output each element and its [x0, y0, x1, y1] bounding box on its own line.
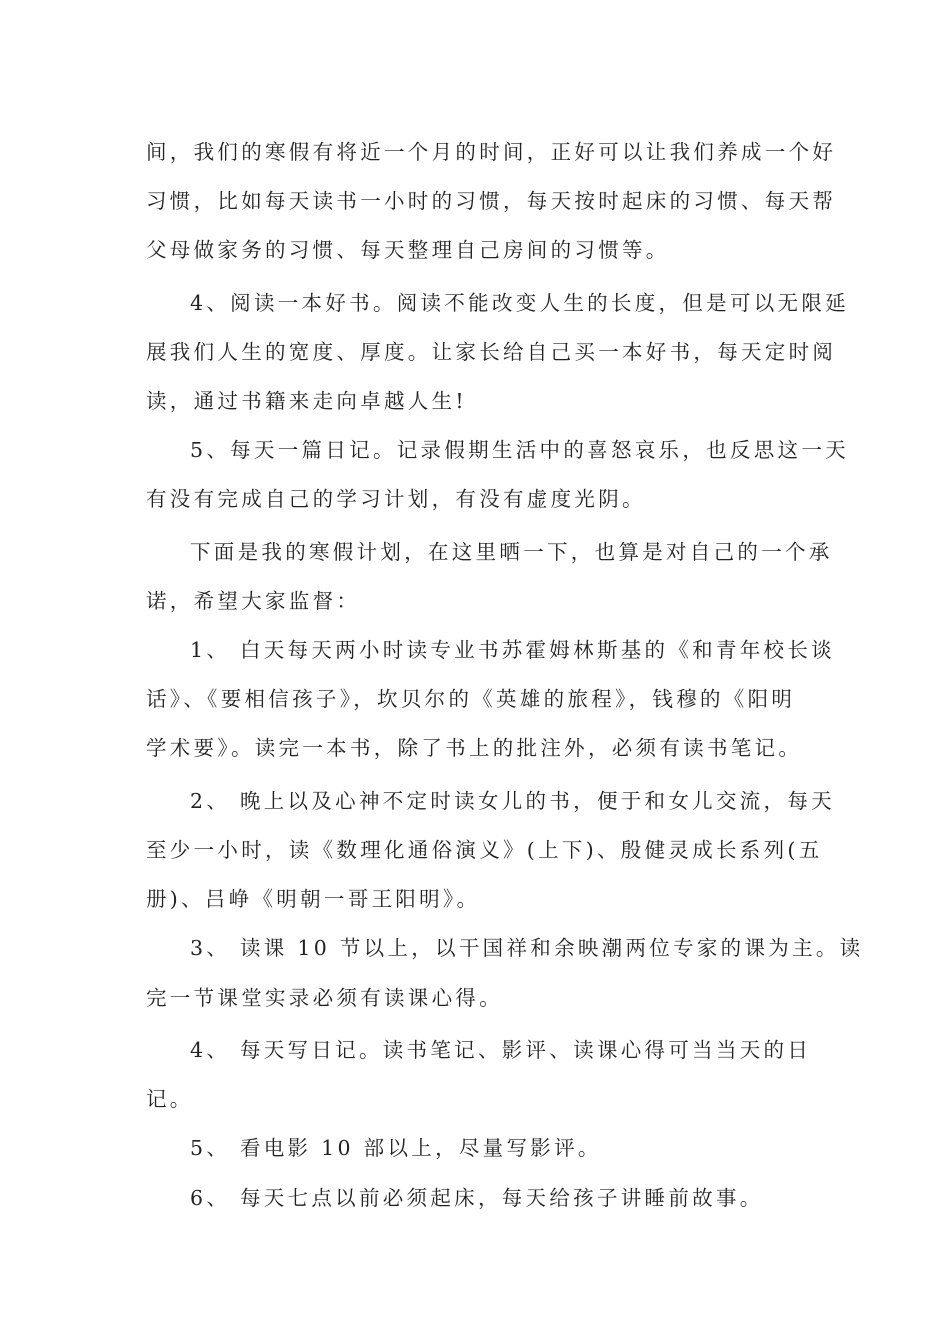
text-line: 话》、《要相信孩子》，坎贝尔的《英雄的旅程》，钱穆的《阳明 — [146, 687, 796, 711]
text-line: 学术要》。读完一本书，除了书上的批注外，必须有读书笔记。 — [146, 736, 803, 760]
text-line: 下面是我的寒假计划，在这里晒一下，也算是对自己的一个承 — [190, 540, 833, 564]
text-line: 4、 每天写日记。读书笔记、影评、读课心得可当当天的日 — [190, 1038, 812, 1062]
text-line: 完一节课堂实录必须有读课心得。 — [146, 986, 503, 1010]
text-line: 6、 每天七点以前必须起床，每天给孩子讲睡前故事。 — [190, 1186, 764, 1210]
text-line: 册)、吕峥《明朝一哥王阳明》。 — [146, 887, 481, 911]
text-line: 诺，希望大家监督： — [146, 589, 361, 613]
text-line: 2、 晚上以及心神不定时读女儿的书，便于和女儿交流，每天 — [190, 789, 835, 813]
text-line: 4、阅读一本好书。阅读不能改变人生的长度，但是可以无限延 — [190, 291, 849, 315]
text-line: 父母做家务的习惯、每天整理自己房间的习惯等。 — [146, 238, 670, 262]
text-line: 1、 白天每天两小时读专业书苏霍姆林斯基的《和青年校长谈 — [190, 638, 835, 662]
text-line: 3、 读课 10 节以上，以干国祥和余映潮两位专家的课为主。读 — [190, 936, 864, 960]
text-line: 5、 看电影 10 部以上，尽量写影评。 — [190, 1136, 602, 1160]
text-line: 有没有完成自己的学习计划，有没有虚度光阴。 — [146, 487, 646, 511]
text-line: 5、每天一篇日记。记录假期生活中的喜怒哀乐，也反思这一天 — [190, 438, 849, 462]
text-line: 习惯，比如每天读书一小时的习惯，每天按时起床的习惯、每天帮 — [146, 189, 837, 213]
text-line: 展我们人生的宽度、厚度。让家长给自己买一本好书，每天定时阅 — [146, 340, 837, 364]
text-line: 读，通过书籍来走向卓越人生! — [146, 389, 467, 413]
text-line: 间，我们的寒假有将近一个月的时间，正好可以让我们养成一个好 — [146, 140, 837, 164]
text-line: 记。 — [146, 1087, 194, 1111]
text-line: 至少一小时，读《数理化通俗演义》(上下)、殷健灵成长系列(五 — [146, 838, 823, 862]
